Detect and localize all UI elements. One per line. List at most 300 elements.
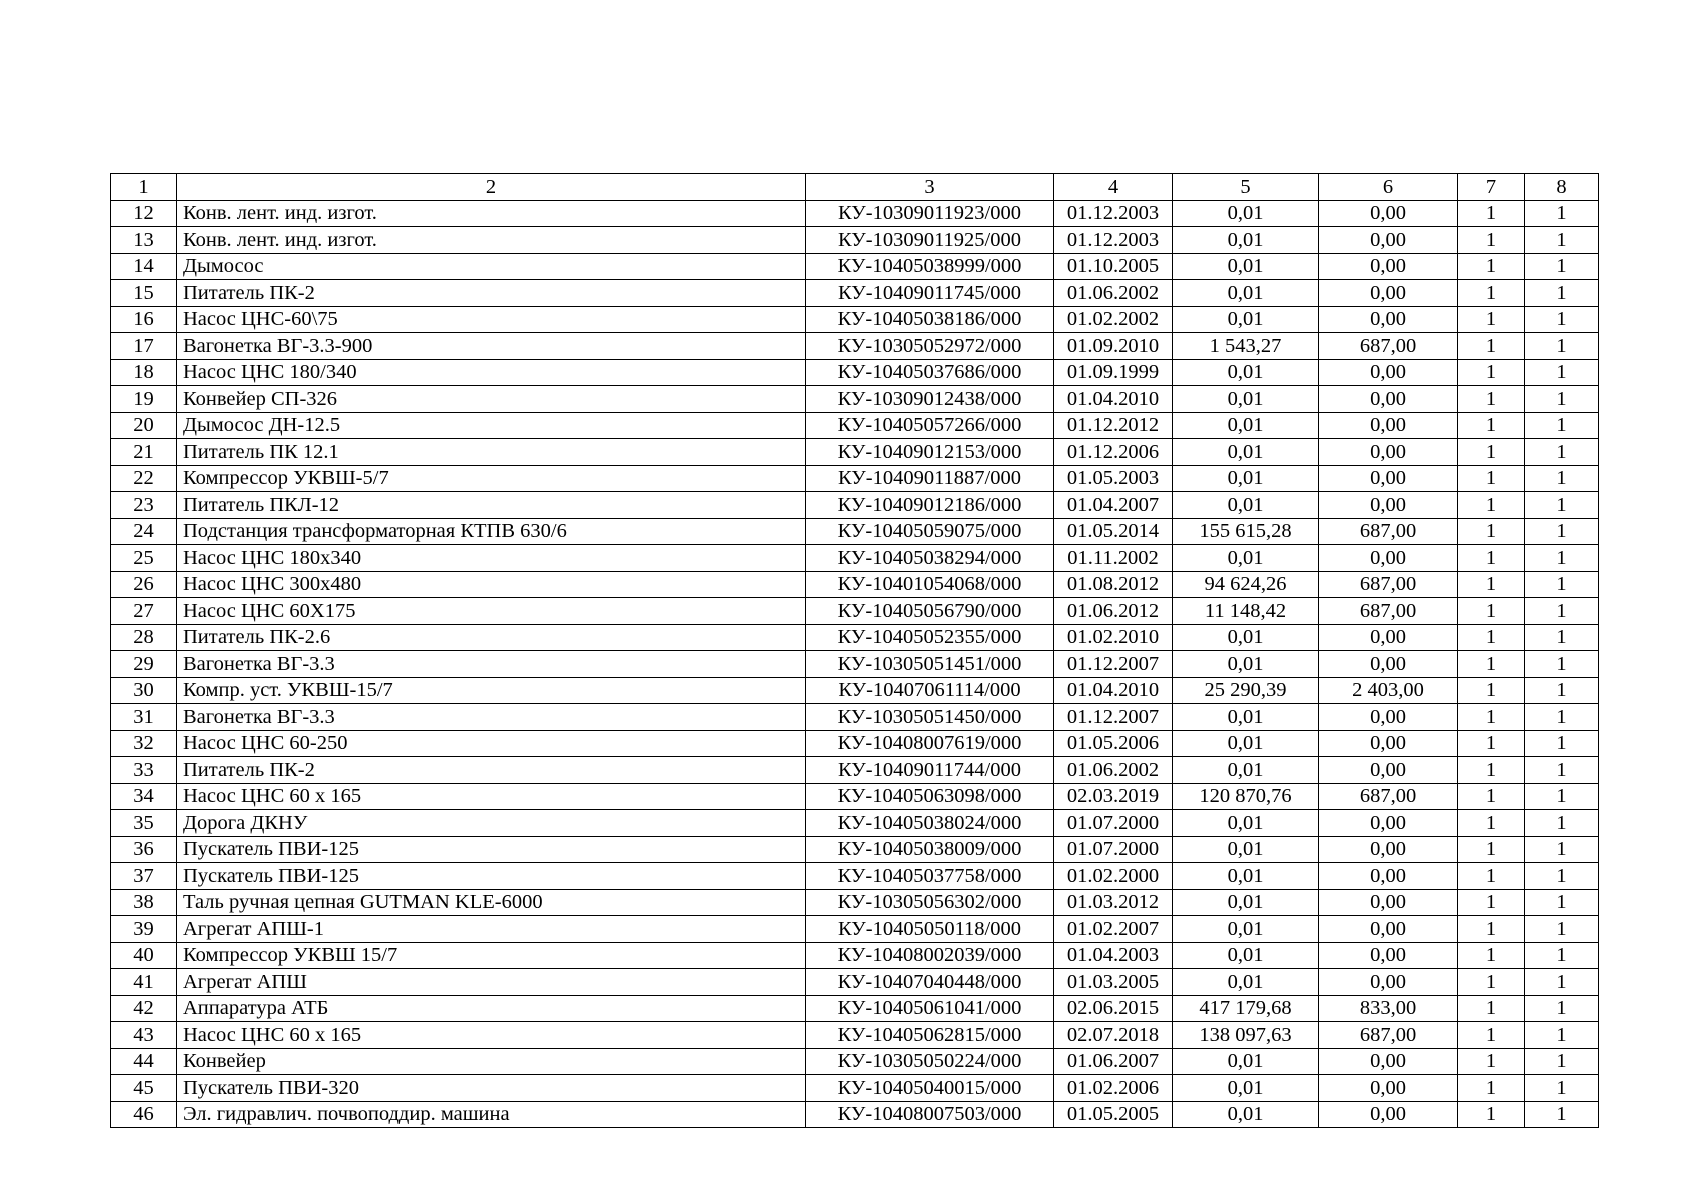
inventory-code-cell: КУ-10405038186/000: [806, 306, 1054, 333]
date-cell: 01.12.2003: [1054, 200, 1173, 227]
value-column-5-cell: 0,01: [1173, 439, 1319, 466]
date-cell: 01.10.2005: [1054, 253, 1173, 280]
inventory-code-cell: КУ-10408007619/000: [806, 730, 1054, 757]
value-column-7-cell: 1: [1458, 465, 1525, 492]
item-name-cell: Питатель ПК 12.1: [177, 439, 806, 466]
value-column-7-cell: 1: [1458, 942, 1525, 969]
value-column-8-cell: 1: [1525, 545, 1599, 572]
value-column-8-cell: 1: [1525, 253, 1599, 280]
column-header-8: 8: [1525, 174, 1599, 201]
table-row: [111, 889, 1599, 916]
value-column-7-cell: 1: [1458, 969, 1525, 996]
value-column-5-cell: 138 097,63: [1173, 1022, 1319, 1049]
value-column-8-cell: 1: [1525, 916, 1599, 943]
table-row: [111, 545, 1599, 572]
item-name-cell: Пускатель ПВИ-320: [177, 1075, 806, 1102]
date-cell: 01.06.2002: [1054, 757, 1173, 784]
value-column-7-cell: 1: [1458, 651, 1525, 678]
item-name-cell: Пускатель ПВИ-125: [177, 836, 806, 863]
value-column-7-cell: 1: [1458, 757, 1525, 784]
date-cell: 01.12.2012: [1054, 412, 1173, 439]
item-name-cell: Насос ЦНС 60 х 165: [177, 1022, 806, 1049]
value-column-8-cell: 1: [1525, 995, 1599, 1022]
value-column-5-cell: 0,01: [1173, 227, 1319, 254]
table-row: [111, 465, 1599, 492]
row-number-cell: 31: [111, 704, 177, 731]
inventory-code-cell: КУ-10407040448/000: [806, 969, 1054, 996]
date-cell: 01.06.2007: [1054, 1048, 1173, 1075]
value-column-5-cell: 0,01: [1173, 465, 1319, 492]
value-column-8-cell: 1: [1525, 836, 1599, 863]
value-column-8-cell: 1: [1525, 439, 1599, 466]
row-number-cell: 45: [111, 1075, 177, 1102]
value-column-5-cell: 0,01: [1173, 306, 1319, 333]
row-number-cell: 32: [111, 730, 177, 757]
value-column-6-cell: 0,00: [1319, 863, 1458, 890]
value-column-8-cell: 1: [1525, 492, 1599, 519]
date-cell: 01.04.2010: [1054, 677, 1173, 704]
value-column-6-cell: 0,00: [1319, 465, 1458, 492]
value-column-7-cell: 1: [1458, 598, 1525, 625]
value-column-6-cell: 0,00: [1319, 386, 1458, 413]
value-column-6-cell: 0,00: [1319, 200, 1458, 227]
inventory-code-cell: КУ-10409011745/000: [806, 280, 1054, 307]
item-name-cell: Вагонетка ВГ-3.3: [177, 651, 806, 678]
date-cell: 01.08.2012: [1054, 571, 1173, 598]
item-name-cell: Насос ЦНС 180х340: [177, 545, 806, 572]
value-column-8-cell: 1: [1525, 306, 1599, 333]
value-column-7-cell: 1: [1458, 227, 1525, 254]
value-column-5-cell: 0,01: [1173, 704, 1319, 731]
table-row: [111, 200, 1599, 227]
inventory-code-cell: КУ-10309012438/000: [806, 386, 1054, 413]
value-column-8-cell: 1: [1525, 465, 1599, 492]
value-column-6-cell: 0,00: [1319, 757, 1458, 784]
table-row: [111, 280, 1599, 307]
table-row: [111, 916, 1599, 943]
date-cell: 01.02.2000: [1054, 863, 1173, 890]
row-number-cell: 14: [111, 253, 177, 280]
value-column-8-cell: 1: [1525, 280, 1599, 307]
value-column-6-cell: 0,00: [1319, 1075, 1458, 1102]
item-name-cell: Питатель ПКЛ-12: [177, 492, 806, 519]
inventory-code-cell: КУ-10405038999/000: [806, 253, 1054, 280]
column-header-4: 4: [1054, 174, 1173, 201]
row-number-cell: 40: [111, 942, 177, 969]
row-number-cell: 27: [111, 598, 177, 625]
value-column-5-cell: 0,01: [1173, 889, 1319, 916]
row-number-cell: 33: [111, 757, 177, 784]
value-column-8-cell: 1: [1525, 677, 1599, 704]
date-cell: 01.07.2000: [1054, 810, 1173, 837]
date-cell: 02.07.2018: [1054, 1022, 1173, 1049]
value-column-8-cell: 1: [1525, 1048, 1599, 1075]
row-number-cell: 43: [111, 1022, 177, 1049]
value-column-7-cell: 1: [1458, 677, 1525, 704]
row-number-cell: 30: [111, 677, 177, 704]
item-name-cell: Питатель ПК-2: [177, 280, 806, 307]
value-column-8-cell: 1: [1525, 200, 1599, 227]
table-row: [111, 863, 1599, 890]
row-number-cell: 13: [111, 227, 177, 254]
date-cell: 01.12.2007: [1054, 651, 1173, 678]
value-column-6-cell: 0,00: [1319, 1048, 1458, 1075]
value-column-6-cell: 0,00: [1319, 942, 1458, 969]
table-row: [111, 757, 1599, 784]
table-row: [111, 942, 1599, 969]
inventory-code-cell: КУ-10305050224/000: [806, 1048, 1054, 1075]
value-column-7-cell: 1: [1458, 306, 1525, 333]
date-cell: 01.05.2003: [1054, 465, 1173, 492]
date-cell: 01.03.2012: [1054, 889, 1173, 916]
value-column-7-cell: 1: [1458, 253, 1525, 280]
column-header-7: 7: [1458, 174, 1525, 201]
value-column-5-cell: 0,01: [1173, 386, 1319, 413]
value-column-5-cell: 0,01: [1173, 253, 1319, 280]
item-name-cell: Насос ЦНС 180/340: [177, 359, 806, 386]
value-column-8-cell: 1: [1525, 598, 1599, 625]
value-column-8-cell: 1: [1525, 1075, 1599, 1102]
column-header-6: 6: [1319, 174, 1458, 201]
item-name-cell: Питатель ПК-2: [177, 757, 806, 784]
value-column-5-cell: 120 870,76: [1173, 783, 1319, 810]
row-number-cell: 21: [111, 439, 177, 466]
row-number-cell: 16: [111, 306, 177, 333]
item-name-cell: Насос ЦНС 60Х175: [177, 598, 806, 625]
column-header-1: 1: [111, 174, 177, 201]
row-number-cell: 22: [111, 465, 177, 492]
row-number-cell: 24: [111, 518, 177, 545]
value-column-5-cell: 0,01: [1173, 1075, 1319, 1102]
value-column-6-cell: 0,00: [1319, 916, 1458, 943]
value-column-8-cell: 1: [1525, 969, 1599, 996]
date-cell: 01.12.2006: [1054, 439, 1173, 466]
table-row: [111, 492, 1599, 519]
date-cell: 01.12.2007: [1054, 704, 1173, 731]
value-column-6-cell: 0,00: [1319, 730, 1458, 757]
inventory-code-cell: КУ-10401054068/000: [806, 571, 1054, 598]
row-number-cell: 19: [111, 386, 177, 413]
value-column-7-cell: 1: [1458, 1048, 1525, 1075]
item-name-cell: Конвейер: [177, 1048, 806, 1075]
table-row: [111, 810, 1599, 837]
value-column-6-cell: 2 403,00: [1319, 677, 1458, 704]
item-name-cell: Насос ЦНС 300х480: [177, 571, 806, 598]
inventory-code-cell: КУ-10305051451/000: [806, 651, 1054, 678]
header-row: [111, 174, 1599, 201]
table-row: [111, 677, 1599, 704]
date-cell: 01.12.2003: [1054, 227, 1173, 254]
value-column-8-cell: 1: [1525, 386, 1599, 413]
inventory-code-cell: КУ-10409011744/000: [806, 757, 1054, 784]
value-column-5-cell: 0,01: [1173, 810, 1319, 837]
item-name-cell: Агрегат АПШ-1: [177, 916, 806, 943]
value-column-7-cell: 1: [1458, 333, 1525, 360]
item-name-cell: Конв. лент. инд. изгот.: [177, 227, 806, 254]
item-name-cell: Агрегат АПШ: [177, 969, 806, 996]
row-number-cell: 12: [111, 200, 177, 227]
value-column-5-cell: 94 624,26: [1173, 571, 1319, 598]
table-row: [111, 1048, 1599, 1075]
value-column-7-cell: 1: [1458, 836, 1525, 863]
value-column-5-cell: 1 543,27: [1173, 333, 1319, 360]
value-column-8-cell: 1: [1525, 863, 1599, 890]
inventory-code-cell: КУ-10408007503/000: [806, 1101, 1054, 1128]
value-column-7-cell: 1: [1458, 571, 1525, 598]
inventory-code-cell: КУ-10405057266/000: [806, 412, 1054, 439]
value-column-8-cell: 1: [1525, 624, 1599, 651]
item-name-cell: Вагонетка ВГ-3.3: [177, 704, 806, 731]
inventory-code-cell: КУ-10309011923/000: [806, 200, 1054, 227]
row-number-cell: 39: [111, 916, 177, 943]
date-cell: 01.09.1999: [1054, 359, 1173, 386]
value-column-8-cell: 1: [1525, 704, 1599, 731]
inventory-code-cell: КУ-10409011887/000: [806, 465, 1054, 492]
value-column-5-cell: 0,01: [1173, 1048, 1319, 1075]
value-column-5-cell: 0,01: [1173, 730, 1319, 757]
date-cell: 01.06.2012: [1054, 598, 1173, 625]
inventory-code-cell: КУ-10405062815/000: [806, 1022, 1054, 1049]
value-column-7-cell: 1: [1458, 200, 1525, 227]
row-number-cell: 15: [111, 280, 177, 307]
value-column-7-cell: 1: [1458, 810, 1525, 837]
inventory-code-cell: КУ-10405038024/000: [806, 810, 1054, 837]
value-column-5-cell: 0,01: [1173, 916, 1319, 943]
row-number-cell: 20: [111, 412, 177, 439]
value-column-6-cell: 0,00: [1319, 280, 1458, 307]
value-column-6-cell: 0,00: [1319, 836, 1458, 863]
inventory-code-cell: КУ-10409012186/000: [806, 492, 1054, 519]
table-row: [111, 571, 1599, 598]
item-name-cell: Дымосос ДН-12.5: [177, 412, 806, 439]
item-name-cell: Пускатель ПВИ-125: [177, 863, 806, 890]
value-column-5-cell: 0,01: [1173, 942, 1319, 969]
inventory-code-cell: КУ-10305056302/000: [806, 889, 1054, 916]
table-row: [111, 730, 1599, 757]
value-column-5-cell: 0,01: [1173, 863, 1319, 890]
value-column-8-cell: 1: [1525, 783, 1599, 810]
value-column-6-cell: 0,00: [1319, 227, 1458, 254]
item-name-cell: Конвейер СП-326: [177, 386, 806, 413]
value-column-6-cell: 0,00: [1319, 969, 1458, 996]
value-column-6-cell: 687,00: [1319, 333, 1458, 360]
date-cell: 01.05.2006: [1054, 730, 1173, 757]
value-column-6-cell: 687,00: [1319, 571, 1458, 598]
value-column-7-cell: 1: [1458, 545, 1525, 572]
date-cell: 01.04.2003: [1054, 942, 1173, 969]
inventory-code-cell: КУ-10405056790/000: [806, 598, 1054, 625]
item-name-cell: Компр. уст. УКВШ-15/7: [177, 677, 806, 704]
inventory-code-cell: КУ-10405061041/000: [806, 995, 1054, 1022]
item-name-cell: Насос ЦНС-60\75: [177, 306, 806, 333]
table-row: [111, 995, 1599, 1022]
value-column-5-cell: 25 290,39: [1173, 677, 1319, 704]
date-cell: 01.07.2000: [1054, 836, 1173, 863]
date-cell: 01.11.2002: [1054, 545, 1173, 572]
date-cell: 02.06.2015: [1054, 995, 1173, 1022]
value-column-8-cell: 1: [1525, 651, 1599, 678]
inventory-code-cell: КУ-10305051450/000: [806, 704, 1054, 731]
row-number-cell: 29: [111, 651, 177, 678]
value-column-5-cell: 0,01: [1173, 757, 1319, 784]
value-column-8-cell: 1: [1525, 359, 1599, 386]
date-cell: 01.02.2006: [1054, 1075, 1173, 1102]
table-row: [111, 836, 1599, 863]
value-column-8-cell: 1: [1525, 757, 1599, 784]
value-column-7-cell: 1: [1458, 386, 1525, 413]
date-cell: 02.03.2019: [1054, 783, 1173, 810]
date-cell: 01.06.2002: [1054, 280, 1173, 307]
item-name-cell: Насос ЦНС 60-250: [177, 730, 806, 757]
value-column-6-cell: 0,00: [1319, 253, 1458, 280]
inventory-code-cell: КУ-10405037758/000: [806, 863, 1054, 890]
value-column-6-cell: 0,00: [1319, 889, 1458, 916]
date-cell: 01.02.2002: [1054, 306, 1173, 333]
inventory-code-cell: КУ-10405052355/000: [806, 624, 1054, 651]
value-column-7-cell: 1: [1458, 439, 1525, 466]
row-number-cell: 25: [111, 545, 177, 572]
date-cell: 01.03.2005: [1054, 969, 1173, 996]
value-column-5-cell: 0,01: [1173, 280, 1319, 307]
table-row: [111, 359, 1599, 386]
table-row: [111, 783, 1599, 810]
table-row: [111, 1075, 1599, 1102]
item-name-cell: Таль ручная цепная GUTMAN KLE-6000: [177, 889, 806, 916]
value-column-5-cell: 11 148,42: [1173, 598, 1319, 625]
date-cell: 01.05.2005: [1054, 1101, 1173, 1128]
value-column-8-cell: 1: [1525, 333, 1599, 360]
value-column-6-cell: 0,00: [1319, 439, 1458, 466]
value-column-5-cell: 0,01: [1173, 545, 1319, 572]
row-number-cell: 17: [111, 333, 177, 360]
value-column-6-cell: 687,00: [1319, 783, 1458, 810]
value-column-8-cell: 1: [1525, 889, 1599, 916]
row-number-cell: 37: [111, 863, 177, 890]
value-column-5-cell: 0,01: [1173, 969, 1319, 996]
item-name-cell: Дымосос: [177, 253, 806, 280]
row-number-cell: 38: [111, 889, 177, 916]
row-number-cell: 44: [111, 1048, 177, 1075]
value-column-7-cell: 1: [1458, 280, 1525, 307]
inventory-code-cell: КУ-10405037686/000: [806, 359, 1054, 386]
table-row: [111, 386, 1599, 413]
value-column-7-cell: 1: [1458, 518, 1525, 545]
date-cell: 01.09.2010: [1054, 333, 1173, 360]
date-cell: 01.02.2010: [1054, 624, 1173, 651]
value-column-5-cell: 0,01: [1173, 200, 1319, 227]
value-column-8-cell: 1: [1525, 942, 1599, 969]
row-number-cell: 28: [111, 624, 177, 651]
item-name-cell: Подстанция трансформаторная КТПВ 630/6: [177, 518, 806, 545]
value-column-6-cell: 0,00: [1319, 810, 1458, 837]
row-number-cell: 18: [111, 359, 177, 386]
inventory-code-cell: КУ-10408002039/000: [806, 942, 1054, 969]
value-column-8-cell: 1: [1525, 412, 1599, 439]
value-column-6-cell: 0,00: [1319, 359, 1458, 386]
table-row: [111, 1022, 1599, 1049]
date-cell: 01.05.2014: [1054, 518, 1173, 545]
value-column-7-cell: 1: [1458, 412, 1525, 439]
table-row: [111, 651, 1599, 678]
value-column-5-cell: 0,01: [1173, 651, 1319, 678]
value-column-6-cell: 0,00: [1319, 545, 1458, 572]
inventory-code-cell: КУ-10405063098/000: [806, 783, 1054, 810]
value-column-7-cell: 1: [1458, 1101, 1525, 1128]
date-cell: 01.04.2010: [1054, 386, 1173, 413]
value-column-6-cell: 0,00: [1319, 651, 1458, 678]
item-name-cell: Питатель ПК-2.6: [177, 624, 806, 651]
value-column-6-cell: 687,00: [1319, 518, 1458, 545]
table-body: [111, 200, 1599, 1128]
value-column-7-cell: 1: [1458, 1075, 1525, 1102]
value-column-6-cell: 0,00: [1319, 306, 1458, 333]
inventory-code-cell: КУ-10305052972/000: [806, 333, 1054, 360]
inventory-code-cell: КУ-10407061114/000: [806, 677, 1054, 704]
item-name-cell: Компрессор УКВШ 15/7: [177, 942, 806, 969]
item-name-cell: Эл. гидравлич. почвоподдир. машина: [177, 1101, 806, 1128]
value-column-6-cell: 0,00: [1319, 492, 1458, 519]
table-row: [111, 969, 1599, 996]
value-column-7-cell: 1: [1458, 704, 1525, 731]
row-number-cell: 34: [111, 783, 177, 810]
value-column-6-cell: 687,00: [1319, 598, 1458, 625]
table-row: [111, 439, 1599, 466]
inventory-code-cell: КУ-10405038294/000: [806, 545, 1054, 572]
table-row: [111, 1101, 1599, 1128]
inventory-table: [110, 173, 1599, 1128]
table-row: [111, 624, 1599, 651]
row-number-cell: 46: [111, 1101, 177, 1128]
value-column-8-cell: 1: [1525, 730, 1599, 757]
row-number-cell: 41: [111, 969, 177, 996]
row-number-cell: 26: [111, 571, 177, 598]
inventory-code-cell: КУ-10405050118/000: [806, 916, 1054, 943]
inventory-code-cell: КУ-10409012153/000: [806, 439, 1054, 466]
date-cell: 01.02.2007: [1054, 916, 1173, 943]
item-name-cell: Компрессор УКВШ-5/7: [177, 465, 806, 492]
value-column-5-cell: 155 615,28: [1173, 518, 1319, 545]
value-column-5-cell: 0,01: [1173, 492, 1319, 519]
value-column-5-cell: 0,01: [1173, 836, 1319, 863]
value-column-7-cell: 1: [1458, 359, 1525, 386]
value-column-6-cell: 0,00: [1319, 704, 1458, 731]
column-header-2: 2: [177, 174, 806, 201]
value-column-6-cell: 0,00: [1319, 624, 1458, 651]
value-column-8-cell: 1: [1525, 227, 1599, 254]
value-column-8-cell: 1: [1525, 1101, 1599, 1128]
value-column-8-cell: 1: [1525, 1022, 1599, 1049]
table-row: [111, 704, 1599, 731]
inventory-code-cell: КУ-10405038009/000: [806, 836, 1054, 863]
table-row: [111, 412, 1599, 439]
value-column-6-cell: 833,00: [1319, 995, 1458, 1022]
value-column-5-cell: 417 179,68: [1173, 995, 1319, 1022]
value-column-7-cell: 1: [1458, 916, 1525, 943]
value-column-7-cell: 1: [1458, 783, 1525, 810]
value-column-8-cell: 1: [1525, 518, 1599, 545]
row-number-cell: 36: [111, 836, 177, 863]
row-number-cell: 35: [111, 810, 177, 837]
table-row: [111, 333, 1599, 360]
item-name-cell: Насос ЦНС 60 х 165: [177, 783, 806, 810]
inventory-code-cell: КУ-10309011925/000: [806, 227, 1054, 254]
item-name-cell: Вагонетка ВГ-3.3-900: [177, 333, 806, 360]
value-column-6-cell: 0,00: [1319, 412, 1458, 439]
value-column-5-cell: 0,01: [1173, 359, 1319, 386]
value-column-5-cell: 0,01: [1173, 1101, 1319, 1128]
value-column-7-cell: 1: [1458, 624, 1525, 651]
table-row: [111, 227, 1599, 254]
